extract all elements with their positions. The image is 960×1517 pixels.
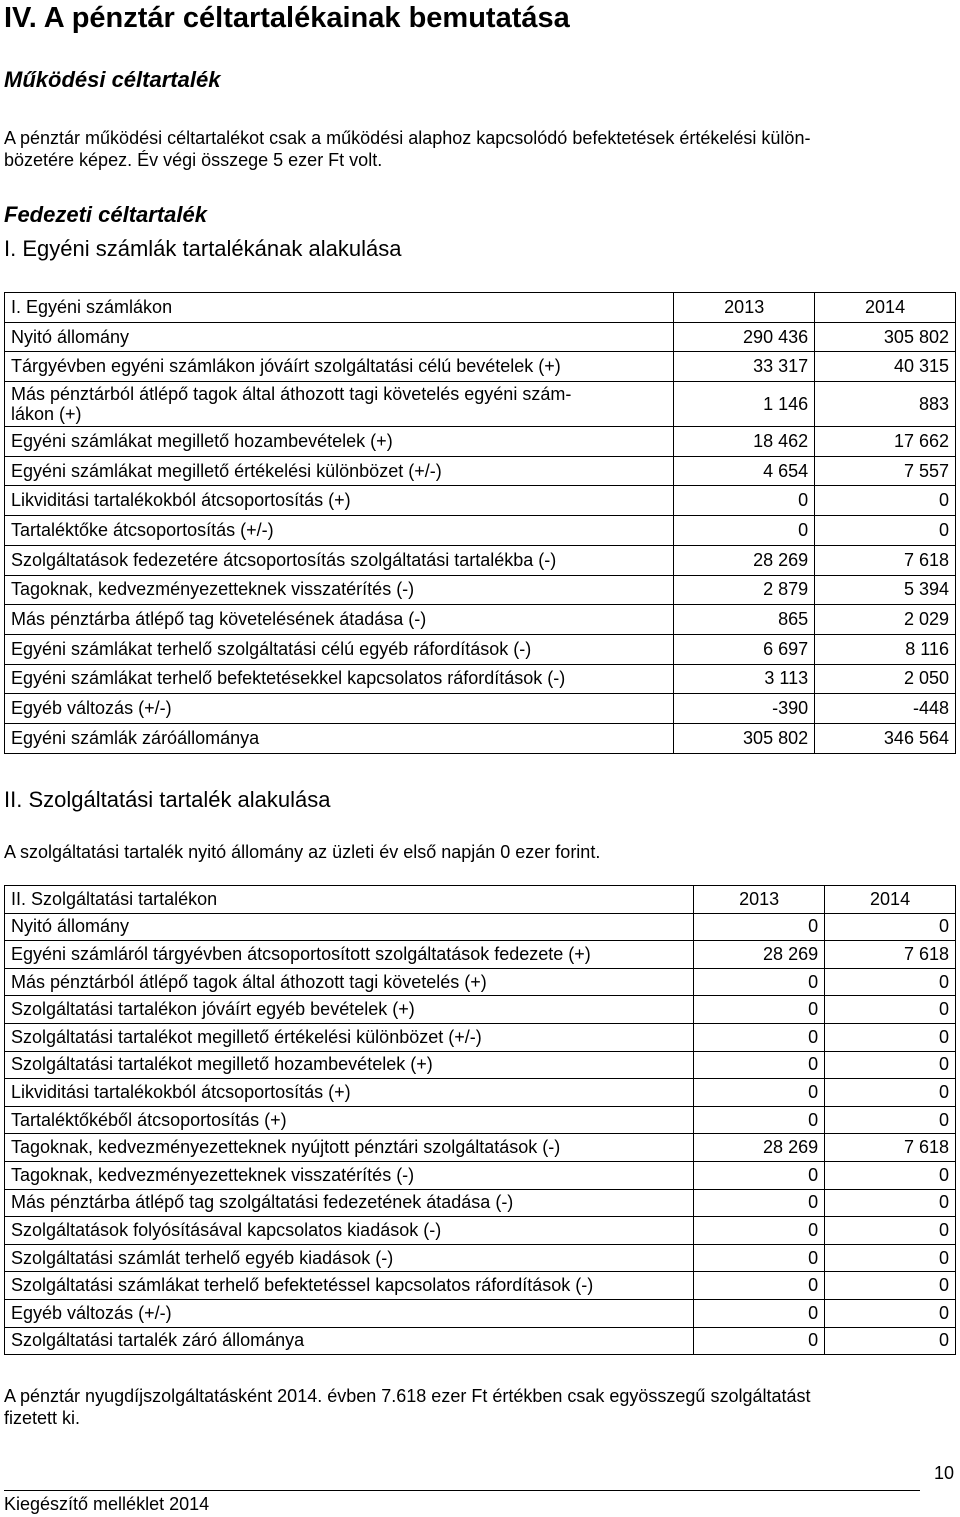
value-cell: 2013 [694,886,825,914]
table-row [5,516,956,546]
row-label-cell: I. Egyéni számlákon [5,293,674,323]
value-cell: 0 [694,1051,825,1079]
table-row [5,1244,956,1272]
value-cell: 0 [694,1079,825,1107]
row-label-cell: Egyéni számlákat megillető értékelési különbözet (+/-) [5,456,674,486]
value-cell: 0 [825,1272,956,1300]
value-cell: 305 802 [674,723,815,753]
table-row [5,1272,956,1300]
value-cell: 0 [825,913,956,941]
value-cell: 0 [694,1023,825,1051]
value-cell: 305 802 [815,322,956,352]
value-cell: 0 [694,913,825,941]
value-cell: 0 [694,1189,825,1217]
value-cell: 8 116 [815,634,956,664]
value-cell: 28 269 [694,941,825,969]
table-row [5,1051,956,1079]
value-cell: 2 879 [674,575,815,605]
row-label-cell: Szolgáltatási tartalék záró állománya [5,1327,694,1355]
row-label-cell: Szolgáltatási számlát terhelő egyéb kiadások (-) [5,1244,694,1272]
section-heading-mukodesi: Működési céltartalék [4,67,221,92]
table-row [5,575,956,605]
row-label-cell: Nyitó állomány [5,913,694,941]
row-label-cell: Egyéni számlákat megillető hozambevételek (+) [5,427,674,457]
value-cell: 0 [825,1106,956,1134]
table-row [5,1299,956,1327]
row-label-cell: Más pénztárba átlépő tag szolgáltatási fedezetének átadása (-) [5,1189,694,1217]
row-label-cell [5,382,674,427]
value-cell: 0 [825,1299,956,1327]
section-text-szolgaltatasi: A szolgáltatási tartalék nyitó állomány az üzleti év első napján 0 ezer forint. [4,842,601,862]
value-cell: 0 [825,996,956,1024]
row-label-cell: Egyéni számlák záróállománya [5,723,674,753]
table-row [5,664,956,694]
value-cell: 0 [825,1244,956,1272]
cell-line: lákon (+) [11,404,82,425]
value-cell: 7 618 [815,545,956,575]
value-cell: 865 [674,605,815,635]
row-label-cell: Egyéb változás (+/-) [5,1299,694,1327]
closing-text [4,1385,811,1429]
value-cell: 0 [825,1079,956,1107]
value-cell: 0 [815,516,956,546]
value-cell: -390 [674,694,815,724]
table-row [5,1217,956,1245]
row-label-cell: Egyéni számláról tárgyévben átcsoportosított szolgáltatások fedezete (+) [5,941,694,969]
value-cell: 7 557 [815,456,956,486]
value-cell: 17 662 [815,427,956,457]
value-cell: 0 [825,1023,956,1051]
subheading-szolgaltatasi: II. Szolgáltatási tartalék alakulása [4,787,331,812]
table-header-row [5,293,956,323]
table-row [5,1189,956,1217]
cell-line: Más pénztárból átlépő tagok által áthozott tagi követelés egyéni szám- [11,384,572,405]
table-row [5,694,956,724]
value-cell: 5 394 [815,575,956,605]
value-cell: -448 [815,694,956,724]
value-cell: 4 654 [674,456,815,486]
value-cell: 0 [694,1106,825,1134]
value-cell: 2 029 [815,605,956,635]
value-cell: 6 697 [674,634,815,664]
value-cell: 0 [674,486,815,516]
value-cell: 0 [694,968,825,996]
row-label-cell: Szolgáltatási tartalékon jóváírt egyéb bevételek (+) [5,996,694,1024]
section-heading-fedezeti: Fedezeti céltartalék [4,202,207,227]
table-row [5,1327,956,1355]
value-cell: 33 317 [674,352,815,382]
value-cell: 7 618 [825,1134,956,1162]
value-cell: 28 269 [674,545,815,575]
value-cell: 0 [825,1189,956,1217]
row-label-cell: Szolgáltatások fedezetére átcsoportosítás szolgáltatási tartalékba (-) [5,545,674,575]
table-row [5,427,956,457]
row-label-cell: Egyéb változás (+/-) [5,694,674,724]
table-row [5,723,956,753]
text-line: A pénztár működési céltartalékot csak a működési alaphoz kapcsolódó befektetések értékelési külön- [4,128,811,148]
page-number: 10 [933,1463,954,1483]
value-cell: 2013 [674,293,815,323]
row-label-cell: II. Szolgáltatási tartalékon [5,886,694,914]
table-row [5,1023,956,1051]
row-label-cell: Tartaléktőke átcsoportosítás (+/-) [5,516,674,546]
value-cell: 290 436 [674,322,815,352]
table-row [5,1161,956,1189]
row-label-cell: Tagoknak, kedvezményezetteknek visszatérítés (-) [5,1161,694,1189]
table-row [5,605,956,635]
value-cell: 0 [694,1217,825,1245]
value-cell: 0 [694,1327,825,1355]
row-label-cell: Tagoknak, kedvezményezetteknek visszatérítés (-) [5,575,674,605]
table-row [5,634,956,664]
value-cell: 3 113 [674,664,815,694]
row-label-cell: Más pénztárba átlépő tag követelésének átadása (-) [5,605,674,635]
footer-divider [4,1490,920,1491]
value-cell: 2 050 [815,664,956,694]
row-label-cell: Szolgáltatások folyósításával kapcsolatos kiadások (-) [5,1217,694,1245]
subheading-egyeni: I. Egyéni számlák tartalékának alakulása [4,236,402,261]
text-line: A pénztár nyugdíjszolgáltatásként 2014. évben 7.618 ezer Ft értékben csak egyösszegű szolgáltatást [4,1386,811,1406]
row-label-cell: Tartaléktőkéből átcsoportosítás (+) [5,1106,694,1134]
value-cell: 346 564 [815,723,956,753]
page-title: IV. A pénztár céltartalékainak bemutatása [4,2,570,34]
row-label-cell: Likviditási tartalékokból átcsoportosítás (+) [5,486,674,516]
table-egyeni-szamlak [4,292,956,754]
table-row [5,352,956,382]
value-cell: 2014 [825,886,956,914]
table-header-row [5,886,956,914]
table-row [5,382,956,427]
value-cell: 0 [825,968,956,996]
value-cell: 0 [674,516,815,546]
value-cell: 1 146 [674,382,815,427]
value-cell: 0 [825,1327,956,1355]
row-label-cell: Szolgáltatási tartalékot megillető hozambevételek (+) [5,1051,694,1079]
value-cell: 40 315 [815,352,956,382]
row-label-cell: Nyitó állomány [5,322,674,352]
table-row [5,1079,956,1107]
table-row [5,1134,956,1162]
value-cell: 0 [694,1161,825,1189]
table-row [5,486,956,516]
value-cell: 18 462 [674,427,815,457]
section-text-mukodesi [4,127,810,171]
row-label-cell: Tárgyévben egyéni számlákon jóváírt szolgáltatási célú bevételek (+) [5,352,674,382]
row-label-cell: Egyéni számlákat terhelő szolgáltatási célú egyéb ráfordítások (-) [5,634,674,664]
value-cell: 2014 [815,293,956,323]
value-cell: 0 [815,486,956,516]
row-label-cell: Likviditási tartalékokból átcsoportosítás (+) [5,1079,694,1107]
value-cell: 883 [815,382,956,427]
text-line: fizetett ki. [4,1408,81,1428]
text-line: bözetére képez. Év végi összege 5 ezer Ft volt. [4,150,383,170]
table-szolgaltatasi-tartalek [4,885,956,1355]
value-cell: 0 [825,1161,956,1189]
value-cell: 0 [694,996,825,1024]
value-cell: 7 618 [825,941,956,969]
value-cell: 0 [825,1217,956,1245]
table-row [5,456,956,486]
row-label-cell: Tagoknak, kedvezményezetteknek nyújtott pénztári szolgáltatások (-) [5,1134,694,1162]
value-cell: 0 [694,1272,825,1300]
row-label-cell: Más pénztárból átlépő tagok által áthozott tagi követelés (+) [5,968,694,996]
value-cell: 28 269 [694,1134,825,1162]
table-row [5,913,956,941]
table-row [5,322,956,352]
value-cell: 0 [694,1244,825,1272]
table-row [5,941,956,969]
table-row [5,968,956,996]
row-label-cell: Szolgáltatási tartalékot megillető értékelési különbözet (+/-) [5,1023,694,1051]
value-cell: 0 [694,1299,825,1327]
row-label-cell: Szolgáltatási számlákat terhelő befektetéssel kapcsolatos ráfordítások (-) [5,1272,694,1300]
table-row [5,1106,956,1134]
table-row [5,996,956,1024]
row-label-cell: Egyéni számlákat terhelő befektetésekkel kapcsolatos ráfordítások (-) [5,664,674,694]
table-row [5,545,956,575]
footer-text: Kiegészítő melléklet 2014 [4,1494,210,1514]
value-cell: 0 [825,1051,956,1079]
